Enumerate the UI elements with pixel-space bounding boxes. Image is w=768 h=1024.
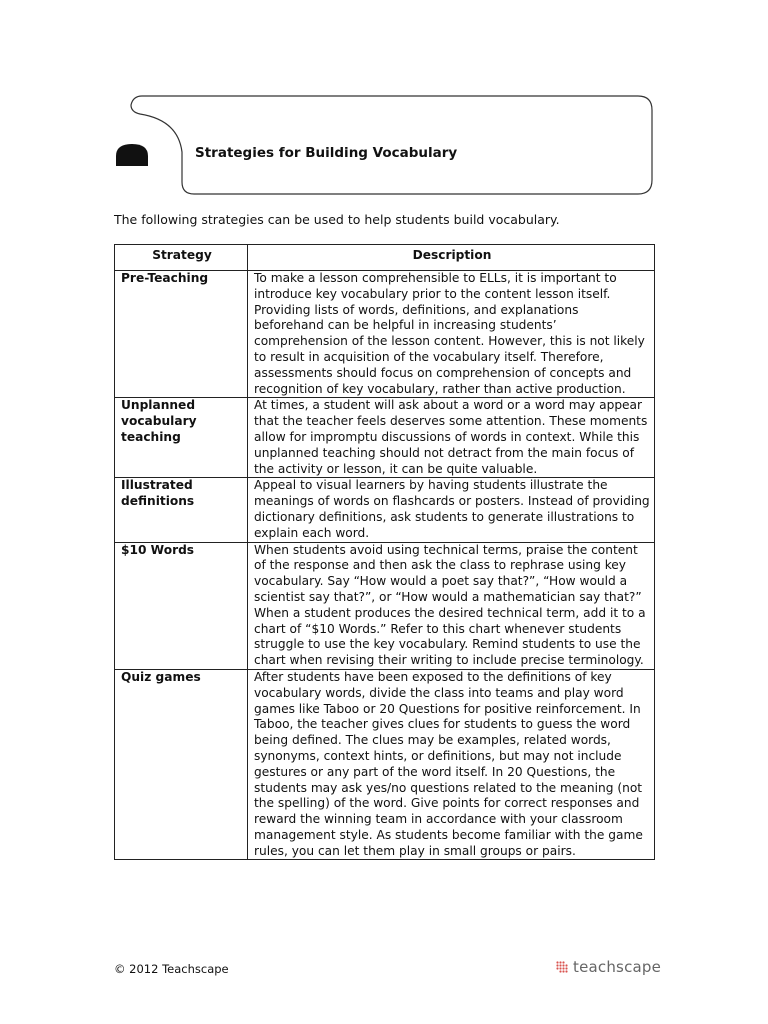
logo-dot (559, 967, 561, 969)
logo-dot (565, 970, 567, 972)
strategy-cell: Unplanned vocabulary teaching (115, 398, 248, 478)
table-row (115, 478, 655, 542)
description-cell: At times, a student will ask about a word or a word may appear that the teacher feels deserves some attention. These moments allow for impromptu discussions of words in context. While this unplanned teaching should not detract from the main focus of the activity or lesson, it can be quite valuable. (248, 398, 655, 478)
copyright-text: © 2012 Teachscape (114, 962, 229, 976)
column-header-description: Description (248, 245, 655, 271)
logo-dot (562, 964, 564, 966)
table-row (115, 669, 655, 860)
logo-dot (556, 964, 558, 966)
description-cell: After students have been exposed to the definitions of key vocabulary words, divide the class into teams and play word games like Taboo or 20 Questions for positive reinforcement. In Taboo, the teacher gives clues for students to guess the word being defined. The clues may be examples, related words, synonyms, context hints, or definitions, but may not include gestures or any part of the word itself. In 20 Questions, the students may ask yes/no questions related to the meaning (not the spelling) of the word. Give points for correct responses and reward the winning team in accordance with your classroom management style. As students become familiar with the game rules, you can let them play in small groups or pairs. (248, 669, 655, 860)
strategy-cell: Quiz games (115, 669, 248, 860)
tab-marker-icon (116, 144, 148, 166)
teachscape-logo (556, 958, 661, 976)
table-row (115, 542, 655, 669)
strategies-table (114, 244, 655, 860)
logo-dot (556, 961, 558, 963)
logo-dot (565, 967, 567, 969)
logo-dot (562, 961, 564, 963)
logo-dot (556, 967, 558, 969)
logo-dot (559, 961, 561, 963)
description-cell: When students avoid using technical terms, praise the content of the response and then ask the class to rephrase using key vocabulary. Say “How would a poet say that?”, “How would a scientist say that?”, or “How would a mathematician say that?” When a student produces the desired technical term, add it to a chart of “$10 Words.” Refer to this chart whenever students struggle to use the key vocabulary. Remind students to use the chart when revising their writing to include precise terminology. (248, 542, 655, 669)
logo-text: teachscape (573, 958, 662, 976)
teachscape-dots-icon (556, 961, 568, 973)
description-cell: To make a lesson comprehensible to ELLs, it is important to introduce key vocabulary prior to the content lesson itself. Providing lists of words, definitions, and explanations beforehand can be helpful in increasing students’ comprehension of the lesson content. However, this is not likely to result in acquisition of the vocabulary itself. Therefore, assessments should focus on comprehension of concepts and recognition of key vocabulary, rather than active production. (248, 271, 655, 398)
table-row (115, 398, 655, 478)
page-title: Strategies for Building Vocabulary (195, 145, 458, 161)
table-row (115, 271, 655, 398)
column-header-strategy: Strategy (115, 245, 248, 271)
description-cell: Appeal to visual learners by having students illustrate the meanings of words on flashcards or posters. Instead of providing dictionary definitions, ask students to generate illustrations to explain each word. (248, 478, 655, 542)
logo-dot (559, 964, 561, 966)
logo-dot (559, 970, 561, 972)
strategy-cell: $10 Words (115, 542, 248, 669)
strategy-cell: Pre-Teaching (115, 271, 248, 398)
logo-dot (562, 970, 564, 972)
intro-text: The following strategies can be used to help students build vocabulary. (114, 212, 560, 227)
strategy-cell: Illustrated definitions (115, 478, 248, 542)
table-header-row (115, 245, 655, 271)
logo-dot (565, 964, 567, 966)
logo-dot (562, 967, 564, 969)
